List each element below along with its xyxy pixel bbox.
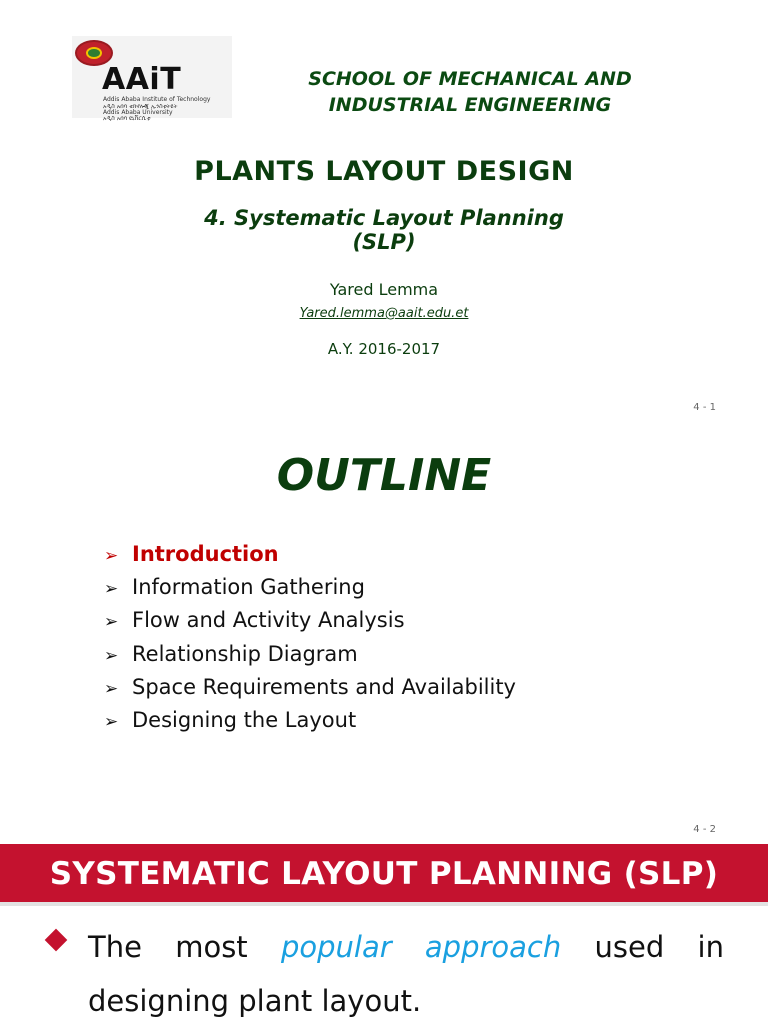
arrow-bullet-icon: ➢ bbox=[104, 579, 119, 600]
outline-item bbox=[104, 608, 516, 641]
bullet-text-end: used in designing plant layout. bbox=[88, 930, 724, 1018]
lecture-title bbox=[0, 206, 768, 254]
aait-logo bbox=[72, 36, 232, 122]
slide-title bbox=[0, 0, 768, 420]
bullet-text-start: The most bbox=[88, 930, 281, 964]
outline-item-label: Information Gathering bbox=[132, 575, 365, 600]
arrow-bullet-icon: ➢ bbox=[104, 546, 119, 566]
author-name: Yared Lemma bbox=[329, 280, 439, 299]
logo-caption-line: አዲስ አበባ ቴክኖሎጂ ኢንስቲትዩት bbox=[103, 103, 178, 110]
page-number: 4 - 1 bbox=[693, 402, 716, 413]
slide-outline bbox=[0, 420, 768, 840]
course-title: PLANTS LAYOUT DESIGN bbox=[194, 156, 574, 187]
outline-list bbox=[104, 542, 516, 741]
banner-divider bbox=[0, 902, 768, 906]
title-banner bbox=[0, 844, 768, 902]
outline-item-label: Introduction bbox=[132, 542, 279, 566]
outline-item-label: Flow and Activity Analysis bbox=[132, 608, 405, 633]
outline-item-label: Space Requirements and Availability bbox=[132, 674, 516, 699]
outline-item bbox=[104, 542, 516, 575]
school-name bbox=[270, 66, 670, 118]
school-name-line-1: SCHOOL OF MECHANICAL AND bbox=[308, 68, 632, 90]
diamond-bullet-icon bbox=[45, 929, 68, 952]
outline-item bbox=[104, 675, 516, 708]
arrow-bullet-icon: ➢ bbox=[104, 711, 119, 732]
bullet-text bbox=[88, 920, 724, 1024]
outline-item bbox=[104, 642, 516, 675]
banner-title: SYSTEMATIC LAYOUT PLANNING (SLP) bbox=[49, 856, 719, 892]
outline-item-label: Relationship Diagram bbox=[132, 641, 358, 666]
logo-wordmark: AAiT bbox=[102, 62, 182, 97]
arrow-bullet-icon: ➢ bbox=[104, 678, 119, 699]
author-email-link[interactable]: Yared.lemma@aait.edu.et bbox=[299, 306, 469, 321]
lecture-title-line-1: 4. Systematic Layout Planning bbox=[204, 206, 564, 230]
outline-item bbox=[104, 708, 516, 741]
arrow-bullet-icon: ➢ bbox=[104, 645, 119, 666]
logo-caption-line: Addis Ababa University bbox=[103, 109, 173, 116]
lecture-title-line-2: (SLP) bbox=[352, 230, 416, 254]
page-number: 4 - 2 bbox=[693, 824, 716, 835]
slide-slp-intro bbox=[0, 840, 768, 1024]
outline-item-label: Designing the Layout bbox=[132, 707, 357, 732]
logo-caption-line: Addis Ababa Institute of Technology bbox=[103, 96, 211, 103]
academic-year: A.Y. 2016-2017 bbox=[327, 340, 441, 358]
arrow-bullet-icon: ➢ bbox=[104, 612, 119, 633]
outline-title: OUTLINE bbox=[276, 450, 492, 501]
school-name-line-2: INDUSTRIAL ENGINEERING bbox=[328, 94, 612, 116]
outline-item bbox=[104, 575, 516, 608]
logo-caption-line: አዲስ አበባ ዩኒቨርሲቲ bbox=[103, 115, 151, 122]
bullet-text-highlight: popular approach bbox=[280, 930, 562, 964]
